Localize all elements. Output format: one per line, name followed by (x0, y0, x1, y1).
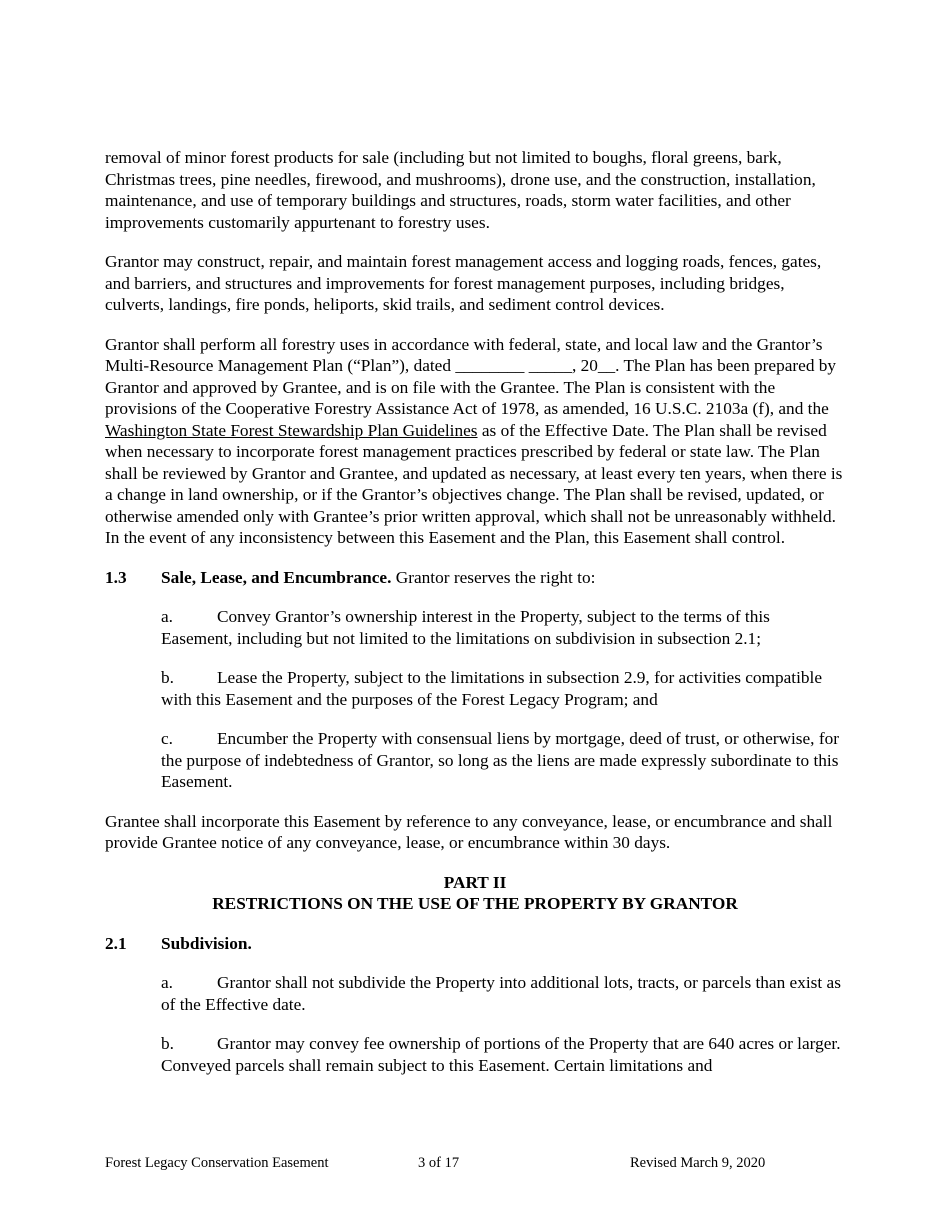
list-item (161, 728, 845, 793)
document-page (105, 147, 845, 1094)
item-text: Convey Grantor’s ownership interest in the Property, subject to the terms of this Easement, including but not limited to the limitations on subdivision in subsection 2.1; (161, 607, 770, 648)
part-label: PART II (443, 872, 507, 892)
footer-page-number: 3 of 17 (418, 1155, 460, 1171)
paragraph-minor-forest-products: removal of minor forest products for sale (including but not limited to boughs, floral greens, bark, Christmas trees, pine needles, firewood, and mushrooms), drone use, and the construction, installation, maintenance, and use of temporary buildings and structures, roads, storm water facilities, and other improvements customarily appurtenant to forestry uses. (105, 148, 816, 232)
item-text: Grantor may convey fee ownership of portions of the Property that are 640 acres or larger. Conveyed parcels shall remain subject to this Easement. Certain limitations and (161, 1034, 841, 1075)
part-heading (105, 872, 845, 915)
list-item (161, 667, 845, 710)
section-2-1-heading (105, 933, 845, 955)
section-title: Subdivision. (161, 933, 252, 953)
section-title: Sale, Lease, and Encumbrance. (161, 567, 392, 587)
list-item (161, 972, 845, 1015)
list-item (161, 606, 845, 649)
list-item (161, 1033, 845, 1076)
guidelines-reference: Washington State Forest Stewardship Plan Guidelines (105, 420, 478, 440)
section-intro: Grantor reserves the right to: (391, 567, 596, 587)
footer-revision-date: Revised March 9, 2020 (630, 1155, 766, 1171)
plan-text-part-2: as of the Effective Date. The Plan shall be revised when necessary to incorporate forest management practices prescribed by federal or state law. The Plan shall be reviewed by Grantor and Grantee, and updated as necessary, at least every ten years, when there is a change in land ownership, or if the Grantor’s objectives change. The Plan shall be revised, updated, or otherwise amended only with Grantee’s prior written approval, which shall not be unreasonably withheld. In the event of any inconsistency between this Easement and the Plan, this Easement shall control. (105, 420, 843, 547)
item-letter: b. (161, 668, 174, 687)
item-letter: a. (161, 607, 173, 626)
section-1-3-heading (105, 567, 845, 589)
item-text: Grantor shall not subdivide the Property into additional lots, tracts, or parcels than exist as of the Effective date. (161, 973, 841, 1014)
item-letter: a. (161, 973, 173, 992)
footer-document-title: Forest Legacy Conservation Easement (105, 1155, 329, 1171)
paragraph-forest-roads: Grantor may construct, repair, and maintain forest management access and logging roads, fences, gates, and barriers, and structures and improvements for forest management purposes, including bridges, culverts, landings, fire ponds, heliports, skid trails, and sediment control devices. (105, 252, 822, 314)
item-letter: b. (161, 1034, 174, 1053)
item-text: Encumber the Property with consensual liens by mortgage, deed of trust, or otherwise, for the purpose of indebtedness of Grantor, so long as the liens are made expressly subordinate to this Easement. (161, 729, 839, 791)
section-number: 1.3 (105, 567, 127, 587)
paragraph-incorporate-easement: Grantee shall incorporate this Easement by reference to any conveyance, lease, or encumbrance and shall provide Grantee notice of any conveyance, lease, or encumbrance within 30 days. (105, 811, 833, 852)
paragraph-management-plan (105, 334, 845, 549)
plan-text-part-1: Grantor shall perform all forestry uses in accordance with federal, state, and local law and the Grantor’s Multi-Resource Management Plan (“Plan”), dated ________ _____, 20__. The Plan has been prepared by Grantor and approved by Grantee, and is on file with the Grantee. The Plan is consistent with the provisions of the Cooperative Forestry Assistance Act of 1978, as amended, 16 U.S.C. 2103a (f), and the (105, 334, 837, 418)
part-title: RESTRICTIONS ON THE USE OF THE PROPERTY BY GRANTOR (212, 894, 738, 913)
item-text: Lease the Property, subject to the limitations in subsection 2.9, for activities compatible with this Easement and the purposes of the Forest Legacy Program; and (161, 668, 823, 709)
item-letter: c. (161, 729, 173, 748)
section-number: 2.1 (105, 933, 127, 953)
